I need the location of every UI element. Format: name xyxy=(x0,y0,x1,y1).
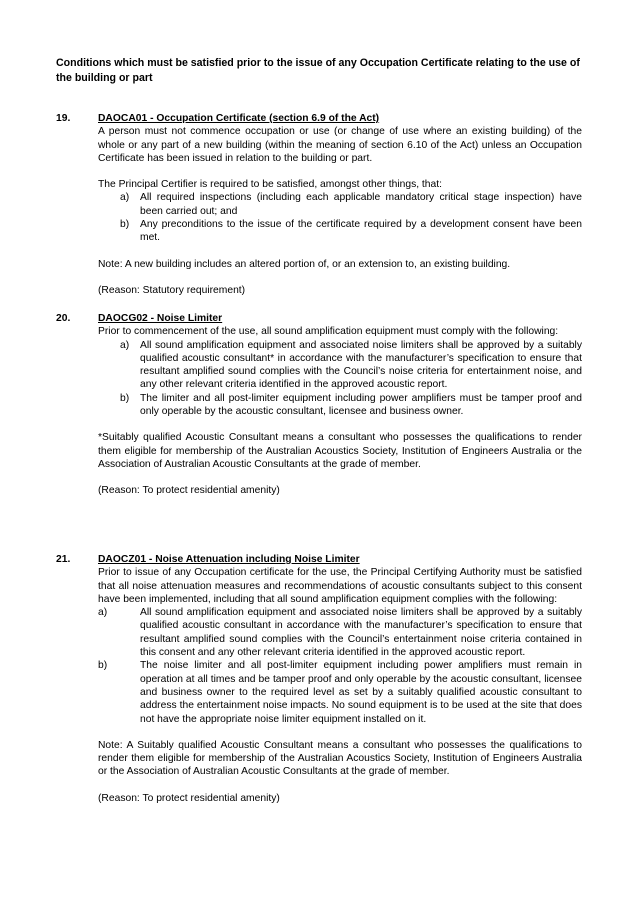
list-marker: b) xyxy=(98,660,108,672)
condition-reason: (Reason: Statutory requirement) xyxy=(98,284,246,296)
list-marker: a) xyxy=(120,339,130,351)
condition-19 xyxy=(56,112,584,297)
list-item xyxy=(98,392,582,419)
list-marker: b) xyxy=(120,392,130,404)
list-item xyxy=(98,339,582,392)
list-text: The limiter and all post-limiter equipment including power amplifiers must be tamper proof and only operable by the acoustic consultant, licensee and business owner. xyxy=(140,392,582,418)
condition-note: Note: A new building includes an altered portion of, or an extension to, an existing building. xyxy=(98,258,511,270)
condition-note: *Suitably qualified Acoustic Consultant means a consultant who possesses the qualifications to render them eligible for membership of the Australian Acoustics Society, Institution of Engineers Australia or the Association of Australian Acoustic Consultants at the grade of member. xyxy=(98,432,582,470)
list-marker: a) xyxy=(120,192,130,204)
list-text: Any preconditions to the issue of the certificate required by a development consent have been met. xyxy=(140,219,582,244)
condition-title: DAOCZ01 - Noise Attenuation including Noise Limiter xyxy=(98,554,360,565)
list-item xyxy=(98,191,582,218)
list-item xyxy=(98,606,582,659)
condition-lead: The Principal Certifier is required to be satisfied, amongst other things, that: xyxy=(98,179,442,191)
condition-intro: Prior to commencement of the use, all sound amplification equipment must comply with the following: xyxy=(98,326,559,338)
condition-title: DAOCG02 - Noise Limiter xyxy=(98,313,223,324)
condition-20 xyxy=(56,312,584,498)
list-item xyxy=(98,659,582,725)
condition-note: Note: A Suitably qualified Acoustic Consultant means a consultant who possesses the qualifications to render them eligible for membership of the Australian Acoustics Society, Institution of Engineers Australia or the Association of Australian Acoustic Consultants at the grade of member. xyxy=(98,739,582,778)
list-marker: b) xyxy=(120,219,130,231)
condition-reason: (Reason: To protect residential amenity) xyxy=(98,485,280,497)
condition-reason: (Reason: To protect residential amenity) xyxy=(98,792,280,804)
condition-number: 21. xyxy=(56,554,71,565)
list-text: The noise limiter and all post-limiter equipment including power amplifiers must remain in operation at all times and be tamper proof and only operable by the acoustic consultant, licensee and business owner to the required level as set by a suitably qualified acoustic consultant to address the entertainment noise impacts. No sound equipment is to be used at the site that does not have the appropriate noise limiter equipment installed on it. xyxy=(140,660,582,725)
condition-21 xyxy=(56,553,584,805)
condition-title: DAOCA01 - Occupation Certificate (section 6.9 of the Act) xyxy=(98,113,380,124)
condition-intro: A person must not commence occupation or use (or change of use where an existing building) of the whole or any part of a new building (within the meaning of section 6.10 of the Act) unless an Occupation Certificate has been issued in relation to the building or part. xyxy=(98,126,582,164)
list-text: All required inspections (including each applicable mandatory critical stage inspection) have been carried out; and xyxy=(140,192,582,217)
condition-items xyxy=(98,191,582,244)
list-marker: a) xyxy=(98,607,108,619)
list-text: All sound amplification equipment and associated noise limiters shall be approved by a suitably qualified acoustic consultant in accordance with the manufacturer’s specification to ensure that resultant amplified sound complies with the Council’s entertainment noise criteria contained in this consent and any other relevant criteria identified in the approved acoustic report. xyxy=(140,607,582,659)
condition-items xyxy=(98,339,582,419)
condition-number: 19. xyxy=(56,113,71,124)
list-item xyxy=(98,218,582,245)
list-text: All sound amplification equipment and associated noise limiters shall be approved by a suitably qualified acoustic consultant* in accordance with the manufacturer’s specification to ensure that resultant amplified sound complies with the Council’s noise criteria for entertainment noise, and any other relevant criteria identified in the approved acoustic report. xyxy=(140,339,582,391)
condition-items xyxy=(98,606,582,726)
condition-intro: Prior to issue of any Occupation certificate for the use, the Principal Certifying Authority must be satisfied that all noise attenuation measures and recommendations of acoustic consultants subject to this consent have been implemented, including that all sound amplification equipment complies with the following: xyxy=(98,567,582,605)
section-heading: Conditions which must be satisfied prior to the issue of any Occupation Certificate relating to the use of the building or part xyxy=(56,57,580,84)
condition-number: 20. xyxy=(56,313,71,324)
